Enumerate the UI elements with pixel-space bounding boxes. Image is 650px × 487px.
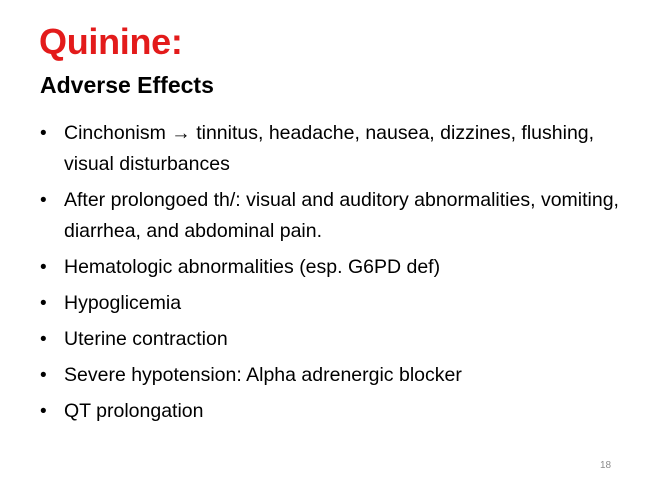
bullet-icon: • [40,190,47,211]
bullet-item-uterine-contraction [40,324,640,355]
page-number: 18 [600,460,612,471]
bullet-list [40,118,640,432]
bullet-icon: • [40,293,47,314]
bullet-icon: • [40,329,47,350]
bullet-text: Uterine contraction [64,328,228,350]
bullet-item-cinchonism [40,118,640,180]
bullet-icon: • [40,401,47,422]
bullet-item-hypotension [40,360,640,391]
bullet-icon: • [40,123,47,144]
bullet-text: Hypoglicemia [64,292,182,314]
bullet-text: After prolongoed th/: visual and auditory abnormalities, vomiting, diarrhea, and abdominal pain. [64,189,619,242]
bullet-item-qt-prolongation [40,396,640,427]
bullet-item-prolonged-therapy [40,185,640,247]
slide-title: Quinine: [39,21,183,62]
bullet-text: Cinchonism → tinnitus, headache, nausea, dizzines, flushing, visual disturbances [64,122,595,175]
bullet-icon: • [40,365,47,386]
bullet-text: Hematologic abnormalities (esp. G6PD def) [64,256,441,278]
bullet-icon: • [40,257,47,278]
bullet-text: QT prolongation [64,400,204,422]
bullet-item-hypoglicemia [40,288,640,319]
bullet-text: Severe hypotension: Alpha adrenergic blocker [64,364,462,386]
slide-subtitle: Adverse Effects [40,72,214,98]
bullet-item-hematologic [40,252,640,283]
